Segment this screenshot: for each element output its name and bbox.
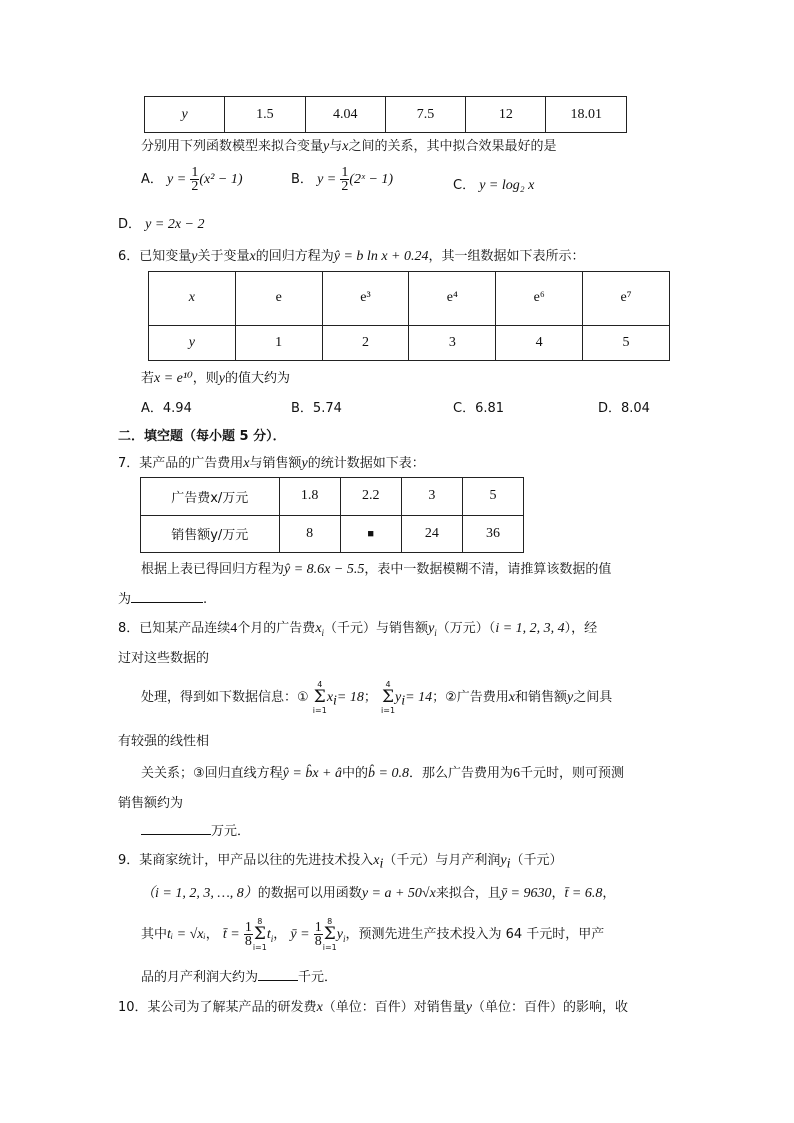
text: ， xyxy=(273,927,287,942)
text: 中的 xyxy=(341,766,368,781)
q9-stem: 9．某商家统计，甲产品以往的先进技术投入$x_i$（千元）与月产利润$y_i$（千元） xyxy=(118,853,563,872)
x-i: $x_i$ xyxy=(315,621,325,638)
sum-upper: 8 xyxy=(257,917,263,926)
equation: b̂ = 0.8 xyxy=(368,766,409,781)
math: y = log₂ x xyxy=(479,178,535,193)
table-cell: e⁶ xyxy=(496,272,583,326)
text: （千元） xyxy=(510,853,563,868)
table-cell: 4 xyxy=(496,325,583,360)
equation: y = a + 50√x xyxy=(361,886,436,901)
equation: ȳ = xyxy=(290,927,310,942)
table-cell: 4.04 xyxy=(305,97,385,133)
q6-option-a: A．4.94 xyxy=(141,401,192,416)
q6-stem xyxy=(118,245,585,265)
q8-line6: 销售额约为 xyxy=(118,796,184,811)
equation: = 18 xyxy=(336,690,364,705)
text: 与销售额 xyxy=(249,456,302,471)
text: 和销售额 xyxy=(515,690,568,705)
sum-symbol: 4 Σ i=1 xyxy=(381,680,396,715)
text: 的统计数据如下表： xyxy=(307,456,425,471)
var-x: x xyxy=(243,456,250,471)
table-cell: 1.8 xyxy=(279,478,340,516)
var-y: y xyxy=(567,690,574,705)
sum-lower: i=1 xyxy=(312,706,327,715)
numerator: 1 xyxy=(341,165,349,180)
text: 已知变量 xyxy=(139,249,192,264)
sum-symbol: 8 Σ i=1 xyxy=(252,917,267,952)
text: 根据上表已得回归方程为 xyxy=(141,562,285,577)
table-cell: x xyxy=(149,272,236,326)
text: 分别用下列函数模型来拟合变量 xyxy=(141,139,324,154)
text: ，预测先进生产技术投入为 64 千元时，甲产 xyxy=(345,927,605,942)
var-y: y xyxy=(500,853,507,868)
option-label: D． xyxy=(118,217,142,232)
text: 为 xyxy=(118,592,132,607)
var-y: y xyxy=(428,621,435,636)
sum-symbol: 8 Σ i=1 xyxy=(322,917,337,952)
var-x: x xyxy=(315,621,322,636)
q5-option-d xyxy=(118,213,204,233)
question-number: 10． xyxy=(118,1000,148,1015)
text: 关关系；③回归直线方程 xyxy=(141,766,283,781)
text: 关于变量 xyxy=(197,249,250,264)
text: 其中 xyxy=(141,927,168,942)
text: ），经 xyxy=(564,621,598,636)
table-cell: e⁴ xyxy=(409,272,496,326)
var-x: x xyxy=(508,690,515,705)
text: 某商家统计，甲产品以往的先进技术投入 xyxy=(139,853,374,868)
sum-lower: i=1 xyxy=(322,943,337,952)
denominator: 2 xyxy=(191,179,199,194)
table-cell: 3 xyxy=(409,325,496,360)
equation: t̄ = 6.8 xyxy=(564,886,603,901)
var-y: y xyxy=(395,690,402,705)
var-x: x xyxy=(326,690,334,705)
var-x: x xyxy=(316,1000,323,1015)
text: （万元）（ xyxy=(436,621,496,636)
numerator: 1 xyxy=(314,920,322,935)
table-cell: 7.5 xyxy=(385,97,465,133)
number: 4 xyxy=(230,621,238,636)
q5-option-b xyxy=(291,166,393,193)
text: （千元）与月产利润 xyxy=(383,853,501,868)
var-x: x xyxy=(249,249,256,264)
text: ， xyxy=(205,927,219,942)
math: (2ˣ − 1) xyxy=(349,172,394,187)
var-y: y xyxy=(323,139,330,154)
sum-lower: i=1 xyxy=(252,943,267,952)
option-label: A． xyxy=(141,172,163,187)
table-cell: y xyxy=(145,97,225,133)
equation: ȳ = 9630 xyxy=(500,886,552,901)
q8-line7 xyxy=(141,820,250,839)
option-label: B． xyxy=(291,172,313,187)
var-x: x xyxy=(342,139,349,154)
denominator: 8 xyxy=(244,934,252,949)
text: 的回归方程为 xyxy=(255,249,334,264)
sum-symbol: 4 Σ i=1 xyxy=(312,680,327,715)
q10-stem xyxy=(118,996,628,1016)
q6-table xyxy=(148,271,670,361)
table-cell: 广告费x/万元 xyxy=(141,478,280,516)
var-y: y xyxy=(191,249,198,264)
table-row xyxy=(149,325,670,360)
var-y: y xyxy=(465,1000,473,1015)
index-range: （i = 1, 2, 3, …, 8） xyxy=(141,886,258,901)
answer-blank[interactable] xyxy=(258,968,298,981)
table-row xyxy=(149,272,670,326)
equation: ŷ = 8.6x − 5.5 xyxy=(284,562,365,577)
text: （千元）与销售额 xyxy=(324,621,429,636)
q8-line3: 处理，得到如下数据信息：① 4 Σ $i=1x_i= 18$； 4 Σ $i=1y_i= 14$；②广告费用x和销售额y之间具 xyxy=(141,680,613,715)
var-y: y xyxy=(301,456,308,471)
text: 若 xyxy=(141,371,155,386)
table-cell: 2 xyxy=(322,325,409,360)
sum-upper: 8 xyxy=(327,917,333,926)
text: 处理，得到如下数据信息：① xyxy=(141,690,309,705)
q7-table xyxy=(140,477,524,553)
text: （单位：百件）的影响，收 xyxy=(472,1000,629,1015)
q6-option-b: B．5.74 xyxy=(291,401,342,416)
math: y = 2x − 2 xyxy=(145,217,205,232)
q8-line4: 有较强的线性相 xyxy=(118,734,210,749)
var-y: y xyxy=(218,371,225,386)
math: (x² − 1) xyxy=(199,172,243,187)
table-cell: 1 xyxy=(235,325,322,360)
q5-option-c xyxy=(453,174,534,194)
q6-option-d: D．8.04 xyxy=(598,401,650,416)
equation: tᵢ = √xᵢ xyxy=(167,927,206,942)
text: ，其一组数据如下表所示： xyxy=(428,249,585,264)
index-range: i = 1, 2, 3, 4 xyxy=(495,621,565,636)
text: 某公司为了解某产品的研发费 xyxy=(147,1000,317,1015)
table-cell: e³ xyxy=(322,272,409,326)
table-cell: 销售额y/万元 xyxy=(141,515,280,553)
math: y = xyxy=(317,172,337,187)
table-y-values xyxy=(144,96,627,133)
question-number: 6． xyxy=(118,249,140,264)
q9-line2 xyxy=(141,882,615,902)
table-cell: 2.2 xyxy=(340,478,401,516)
q6-option-c: C．6.81 xyxy=(453,401,505,416)
table-cell: 18.01 xyxy=(546,97,627,133)
denominator: 2 xyxy=(341,179,349,194)
text: ； xyxy=(432,690,446,705)
q8-stem xyxy=(118,617,597,638)
q9-line3: 其中tᵢ = √xᵢ， t̄ = $\frac{1}{8}$ 8 Σ $i=1t_i$， ȳ = $\frac{1}{8}$ 8 Σ $i=1y_i$，预测先进生产技术投入为 64 千元时，甲产 xyxy=(141,917,605,952)
text: ，表中一数据模糊不清，请推算该数据的值 xyxy=(364,562,612,577)
numerator: 1 xyxy=(191,165,199,180)
table-cell: 5 xyxy=(583,325,670,360)
text: 与 xyxy=(329,139,343,154)
fraction xyxy=(314,921,323,948)
text: ，则 xyxy=(192,371,219,386)
y-i: $y_i$ xyxy=(428,621,437,638)
text: 千元． xyxy=(298,970,338,985)
equation: x = e¹⁰ xyxy=(154,371,193,386)
table-cell: 5 xyxy=(462,478,523,516)
text: 个月的广告费 xyxy=(237,621,316,636)
text: 品的月产利润大约为 xyxy=(141,970,259,985)
fraction xyxy=(190,166,199,193)
math: y = xyxy=(167,172,187,187)
table-cell: 1.5 xyxy=(225,97,305,133)
table-cell: y xyxy=(149,325,236,360)
text: 的数据可以用函数 xyxy=(257,886,362,901)
text: 来拟合，且 xyxy=(435,886,501,901)
table-cell-blurred: ■ xyxy=(340,515,401,553)
equation: ŷ = b̂x + â xyxy=(282,766,342,781)
text: ， xyxy=(602,886,616,901)
text: 千元时，则可预测 xyxy=(519,766,624,781)
text: ．那么广告费用为 xyxy=(408,766,513,781)
table-cell: 3 xyxy=(401,478,462,516)
table-cell: e⁷ xyxy=(583,272,670,326)
question-number: 8． xyxy=(118,621,140,636)
q6-condition xyxy=(141,367,290,387)
table-row xyxy=(141,478,524,516)
text: 之间的关系，其中拟合效果最好的是 xyxy=(348,139,557,154)
table-cell: 36 xyxy=(462,515,523,553)
fraction xyxy=(244,921,253,948)
table-cell: e xyxy=(235,272,322,326)
text: 已知某产品连续 xyxy=(139,621,231,636)
table-cell: 24 xyxy=(401,515,462,553)
q7-line2 xyxy=(141,558,611,578)
var-x: x xyxy=(373,853,380,868)
option-label: C． xyxy=(453,178,476,193)
question-number: 7． xyxy=(118,456,140,471)
table-row xyxy=(145,97,627,133)
text: ； xyxy=(363,690,377,705)
equation: ŷ = b ln x + 0.24 xyxy=(333,249,429,264)
text: ②广告费用 xyxy=(445,690,509,705)
section-title: 二．填空题（每小题 5 分）． xyxy=(118,429,286,444)
q5-option-a xyxy=(141,166,243,193)
q8-line5 xyxy=(141,762,624,782)
table-cell: 8 xyxy=(279,515,340,553)
text: . xyxy=(203,592,208,607)
text: 的值大约为 xyxy=(224,371,290,386)
numerator: 1 xyxy=(244,920,252,935)
q9-line4 xyxy=(141,966,337,985)
text: 之间具 xyxy=(573,690,613,705)
table-cell: 12 xyxy=(466,97,546,133)
q7-line3 xyxy=(118,588,207,607)
text: （单位：百件）对销售量 xyxy=(322,1000,466,1015)
sum-upper: 4 xyxy=(317,680,323,689)
equation: = 14 xyxy=(405,690,433,705)
text: 某产品的广告费用 xyxy=(139,456,244,471)
question-number: 9． xyxy=(118,853,140,868)
table-row xyxy=(141,515,524,553)
equation: t̄ = xyxy=(222,927,240,942)
q5-prompt xyxy=(141,135,556,155)
text: 万元． xyxy=(211,824,251,839)
q7-stem xyxy=(118,452,425,472)
answer-blank[interactable] xyxy=(131,590,203,603)
number: 6 xyxy=(512,766,520,781)
q8-line2: 过对这些数据的 xyxy=(118,651,210,666)
sum-lower: i=1 xyxy=(381,706,396,715)
answer-blank[interactable] xyxy=(141,822,211,835)
denominator: 8 xyxy=(314,934,322,949)
text: ， xyxy=(551,886,565,901)
sum-upper: 4 xyxy=(385,680,391,689)
